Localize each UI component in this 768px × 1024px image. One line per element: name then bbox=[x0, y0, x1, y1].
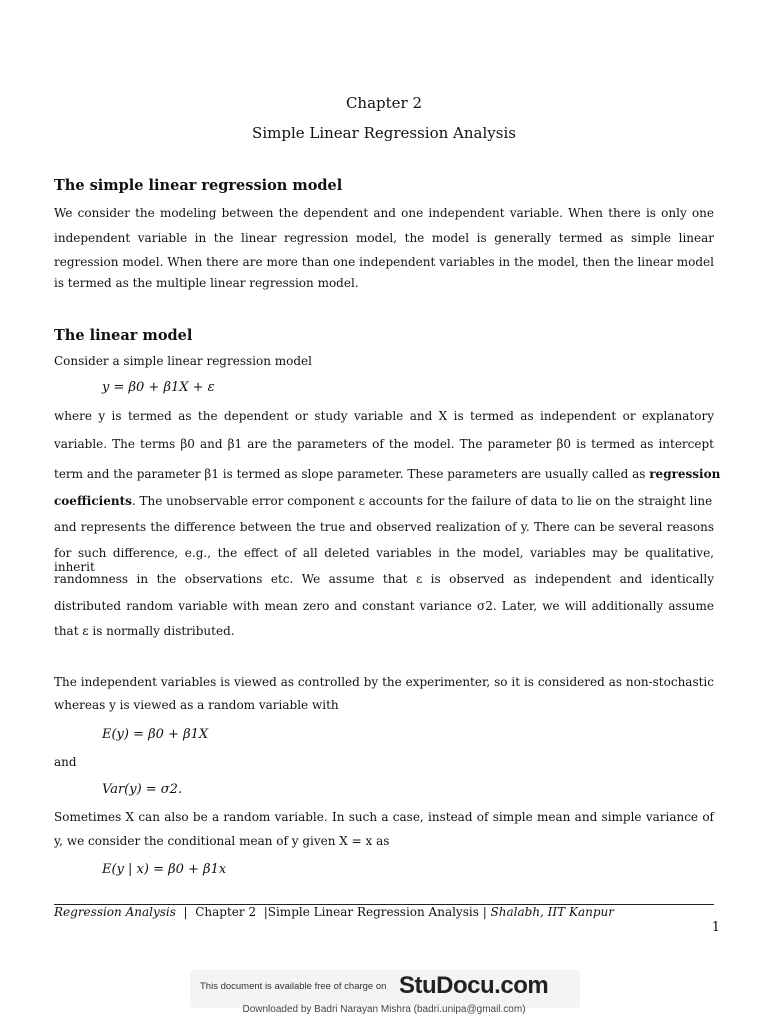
logo-suffix: .com bbox=[494, 972, 549, 999]
text-line-12: Sometimes X can also be a random variable. In such a case, instead of simple mean and simple variance of bbox=[54, 810, 714, 824]
bold-regression: regression bbox=[649, 467, 721, 481]
text-line-4 bbox=[54, 494, 714, 508]
equation-variance: Var(y) = σ2. bbox=[102, 782, 183, 797]
text-line-3 bbox=[54, 467, 721, 481]
text-line-6: for such difference, e.g., the effect of all deleted variables in the model, variables may be qualitative, inherit bbox=[54, 546, 714, 574]
section-heading-linear-model: The linear model bbox=[54, 327, 193, 344]
paragraph-intro: We consider the modeling between the dependent and one independent variable. When there is only one independent variable in the linear regression model, the model is generally termed as simple linear regression model. When there are more than one independent variables in the model, then the linear model bbox=[54, 206, 714, 269]
footer-author: Shalabh, IIT Kanpur bbox=[490, 905, 614, 919]
downloaded-by: Downloaded by Badri Narayan Mishra (badri.unipa@gmail.com) bbox=[242, 1004, 526, 1015]
and-word: and bbox=[54, 755, 77, 769]
studocu-logo[interactable] bbox=[399, 972, 548, 1000]
text-line-10: The independent variables is viewed as controlled by the experimenter, so it is considered as non-stochastic bbox=[54, 675, 714, 689]
footer-chapter: Chapter 2 bbox=[195, 905, 257, 919]
equation-text: y = β0 + β1X + ε bbox=[102, 380, 215, 395]
page-title: Simple Linear Regression Analysis bbox=[252, 124, 516, 142]
logo-main: StuDocu bbox=[399, 972, 495, 999]
intro-line: Consider a simple linear regression model bbox=[54, 354, 312, 368]
text-line-13: y, we consider the conditional mean of y given X = x as bbox=[54, 834, 390, 848]
text-line-9: that ε is normally distributed. bbox=[54, 624, 235, 638]
banner-text: This document is available free of charge on bbox=[200, 981, 387, 992]
text-line-11: whereas y is viewed as a random variable with bbox=[54, 698, 339, 712]
footer-course: Regression Analysis bbox=[54, 905, 176, 919]
text-line-8: distributed random variable with mean zero and constant variance σ2. Later, we will additionally assume bbox=[54, 599, 714, 613]
text-line-7: randomness in the observations etc. We assume that ε is observed as independent and identically bbox=[54, 572, 714, 586]
text-line-2: variable. The terms β0 and β1 are the parameters of the model. The parameter β0 is termed as intercept bbox=[54, 437, 714, 451]
equation-conditional-mean: E(y | x) = β0 + β1x bbox=[102, 862, 227, 877]
text-line-4b: . The unobservable error component ε accounts for the failure of data to lie on the straight line bbox=[131, 494, 713, 508]
paragraph-intro-last: is termed as the multiple linear regression model. bbox=[54, 276, 359, 290]
equation-expectation: E(y) = β0 + β1X bbox=[102, 727, 209, 742]
equation-model bbox=[102, 380, 215, 395]
page-footer: Regression Analysis | Chapter 2 |Simple Linear Regression Analysis | Shalabh, IIT Kanpur bbox=[54, 905, 614, 919]
text-line-5: and represents the difference between the true and observed realization of y. There can be several reasons bbox=[54, 520, 714, 534]
bold-coefficients: coefficients bbox=[54, 494, 132, 508]
text-line-3a: term and the parameter β1 is termed as slope parameter. These parameters are usually called as bbox=[54, 467, 646, 481]
footer-title: Simple Linear Regression Analysis bbox=[267, 905, 479, 919]
page-number: 1 bbox=[711, 920, 720, 935]
text-line-1: where y is termed as the dependent or study variable and X is termed as independent or explanatory bbox=[54, 409, 714, 423]
section-heading-model: The simple linear regression model bbox=[54, 177, 343, 194]
chapter-label: Chapter 2 bbox=[345, 94, 423, 112]
